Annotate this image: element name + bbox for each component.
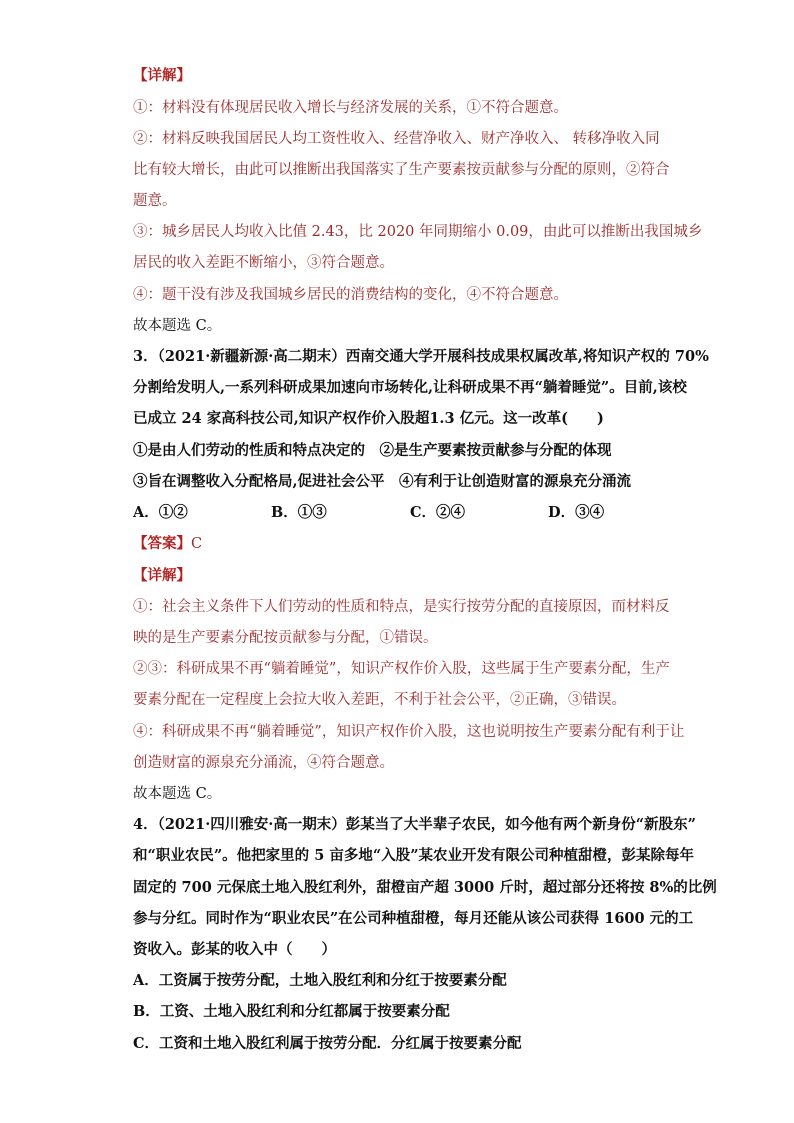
option-d: D．③④ — [548, 504, 605, 521]
option-c: C．工资和土地入股红利属于按劳分配．分红属于按要素分配 — [133, 1035, 522, 1052]
option-b: B．①③ — [271, 504, 327, 521]
detail-line: ③：城乡居民人均收入比值 2.43，比 2020 年同期缩小 0.09，由此可以推断出我国城乡 — [133, 224, 703, 240]
detail-line: 映的是生产要素分配按贡献参与分配，①错误。 — [133, 630, 438, 646]
detail-line: ①：材料没有体现居民收入增长与经济发展的关系，①不符合题意。 — [133, 100, 568, 116]
detail-line: ①：社会主义条件下人们劳动的性质和特点，是实行按劳分配的直接原因，而材料反 — [133, 599, 670, 615]
option-c: C．②④ — [410, 504, 466, 521]
statement-line: ①是由人们劳动的性质和特点决定的 ②是生产要素按贡献参与分配的体现 — [133, 442, 612, 459]
detail-conclusion: 故本题选 C。 — [133, 318, 222, 334]
answer-line — [133, 534, 202, 554]
question-stem-line: 3．（2021·新疆新源·高二期末）西南交通大学开展科技成果权属改革,将知识产权的 70% — [133, 348, 709, 365]
detail-heading: 【详解】 — [133, 67, 191, 84]
question-stem-line: 固定的 700 元保底土地入股红利外，甜橙亩产超 3000 斤时，超过部分还将按 8%的比例 — [133, 879, 717, 896]
detail-line: 创造财富的源泉充分涌流，④符合题意。 — [133, 755, 394, 771]
option-b: B．工资、土地入股红利和分红都属于按要素分配 — [133, 1003, 450, 1020]
question-stem-line: 分割给发明人,一系列科研成果加速向市场转化,让科研成果不再“躺着睡觉”。目前,该校 — [133, 379, 687, 396]
option-a: A．①② — [133, 504, 188, 521]
answer-label: 【答案】 — [133, 535, 191, 552]
question-stem-line: 4．（2021·四川雅安·高一期末）彭某当了大半辈子农民，如今他有两个新身份“新股东” — [133, 816, 696, 833]
detail-heading: 【详解】 — [133, 567, 191, 584]
detail-conclusion: 故本题选 C。 — [133, 786, 222, 802]
detail-line: 要素分配在一定程度上会拉大收入差距，不利于社会公平，②正确，③错误。 — [133, 692, 626, 708]
detail-line: 居民的收入差距不断缩小，③符合题意。 — [133, 255, 394, 271]
detail-line: ②③：科研成果不再“躺着睡觉”，知识产权作价入股，这些属于生产要素分配，生产 — [133, 661, 670, 677]
statement-line: ③旨在调整收入分配格局,促进社会公平 ④有利于让创造财富的源泉充分涌流 — [133, 473, 632, 490]
question-stem-line: 已成立 24 家高科技公司,知识产权作价入股超1.3 亿元。这一改革( ) — [133, 410, 604, 427]
detail-line: ④：科研成果不再“躺着睡觉”，知识产权作价入股，这也说明按生产要素分配有利于让 — [133, 724, 685, 740]
detail-line: 比有较大增长，由此可以推断出我国落实了生产要素按贡献参与分配的原则，②符合 — [133, 162, 670, 178]
detail-line: 题意。 — [133, 193, 177, 209]
detail-line: ②：材料反映我国居民人均工资性收入、经营净收入、财产净收入、 转移净收入同 — [133, 131, 660, 147]
question-stem-line: 资收入。彭某的收入中（ ） — [133, 941, 336, 958]
answer-value: C — [191, 536, 203, 552]
detail-line: ④：题干没有涉及我国城乡居民的消费结构的变化，④不符合题意。 — [133, 287, 568, 303]
question-stem-line: 和“职业农民”。他把家里的 5 亩多地“入股”某农业开发有限公司种植甜橙，彭某除每年 — [133, 847, 695, 864]
question-stem-line: 参与分红。同时作为“职业农民”在公司种植甜橙，每月还能从该公司获得 1600 元的工 — [133, 910, 694, 927]
option-a: A．工资属于按劳分配，土地入股红利和分红于按要素分配 — [133, 972, 507, 989]
